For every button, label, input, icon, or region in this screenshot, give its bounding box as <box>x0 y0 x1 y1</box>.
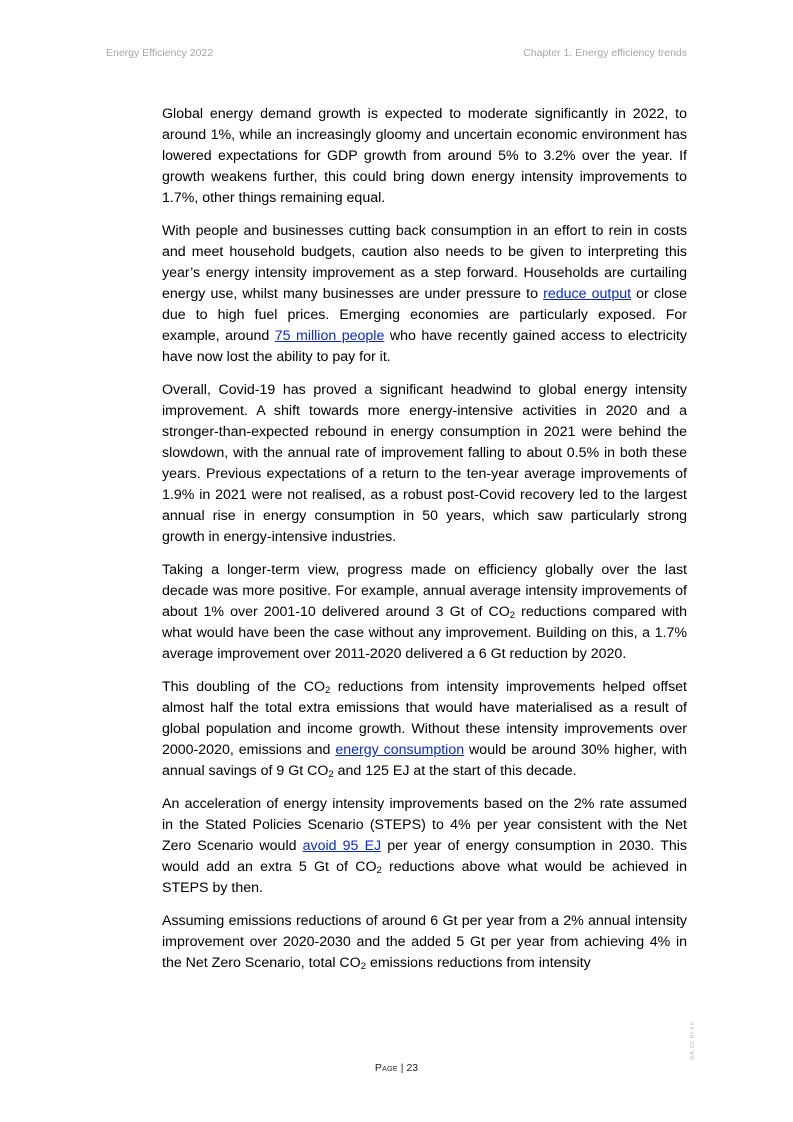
paragraph-1: Global energy demand growth is expected to moderate significantly in 2022, to around 1%, while an increasingly gloomy and uncertain economic environment has lowered expectations for GDP growth from around 5% to 3.2% over the year. If growth weakens further, this could bring down energy intensity improvements to 1.7%, other things remaining equal. <box>162 106 687 206</box>
paragraph-7 <box>162 911 687 974</box>
reduce-output-link[interactable]: reduce output <box>543 286 632 302</box>
page-number: 23 <box>406 1062 419 1074</box>
paragraph-2-text-a: With people and businesses cutting back consumption in an effort to rein in costs and meet household budgets, caution also needs to be given to interpreting this year’s energy intensity improvement as a step forward. Households are curtailing energy use, whilst many businesses are under pressure to <box>162 223 687 302</box>
co2-subscript: 2 <box>376 865 382 876</box>
paragraph-2-text-b: or close due to high fuel prices. Emerging economies are particularly exposed. For example, around <box>162 286 687 344</box>
page-footer <box>0 1062 793 1074</box>
co2-subscript: 2 <box>328 769 334 780</box>
paragraph-4-text-a: Taking a longer-term view, progress made on efficiency globally over the last decade was more positive. For example, annual average intensity improvements of about 1% over 2001-10 delivered around 3 Gt of CO <box>162 562 687 620</box>
avoid-95-ej-link[interactable]: avoid 95 EJ <box>302 838 382 854</box>
paragraph-3: Overall, Covid-19 has proved a significant headwind to global energy intensity improvement. A shift towards more energy-intensive activities in 2020 and a stronger-than-expected rebound in energy consumption in 2021 were behind the slowdown, with the annual rate of improvement falling to about 0.5% in both these years. Previous expectations of a return to the ten-year average improvements of 1.9% in 2021 were not realised, as a robust post-Covid recovery led to the largest annual rise in energy consumption in 50 years, which saw particularly strong growth in energy-intensive industries. <box>162 382 687 545</box>
energy-consumption-link[interactable]: energy consumption <box>335 742 465 758</box>
paragraph-4 <box>162 560 687 665</box>
paragraph-5-text-d: and 125 EJ at the start of this decade. <box>333 763 577 779</box>
page-label: Page <box>374 1062 398 1074</box>
paragraph-7-text-a: Assuming emissions reductions of around 6 Gt per year from a 2% annual intensity improvement over 2020-2030 and the added 5 Gt per year from achieving 4% in the Net Zero Scenario, total CO <box>162 913 687 971</box>
co2-subscript: 2 <box>325 685 331 696</box>
paragraph-6-text-c: reductions above what would be achieved in STEPS by then. <box>162 859 688 896</box>
paragraph-2-text-c: who have recently gained access to electricity have now lost the ability to pay for it. <box>162 328 688 365</box>
paragraph-5 <box>162 677 687 782</box>
running-header-chapter: Chapter 1. Energy efficiency trends <box>523 47 687 59</box>
co2-subscript: 2 <box>360 961 367 972</box>
paragraph-6-text-a: An acceleration of energy intensity improvements based on the 2% rate assumed in the Stated Policies Scenario (STEPS) to 4% per year consistent with the Net Zero Scenario would <box>162 796 687 854</box>
75-million-people-link[interactable]: 75 million people <box>274 328 385 344</box>
running-header-title: Energy Efficiency 2022 <box>106 47 214 59</box>
paragraph-4-text-b: reductions compared with what would have been the case without any improvement. Building on this, a 1.7% average improvement over 2011-2020 delivered a 6 Gt reduction by 2020. <box>162 604 687 662</box>
paragraph-5-text-a: This doubling of the CO <box>162 679 326 695</box>
paragraph-6 <box>162 794 687 899</box>
paragraph-7-text-b: emissions reductions from intensity <box>366 955 591 971</box>
paragraph-6-text-b: per year of energy consumption in 2030. This would add an extra 5 Gt of CO <box>162 838 688 875</box>
paragraph-2 <box>162 221 687 368</box>
paragraph-5-text-b: reductions from intensity improvements helped offset almost half the total extra emissions that would have materialised as a result of global population and income growth. Without these intensity improvements over 2000-2020, emissions and <box>162 679 687 758</box>
license-notice: IEA. CC BY 4.0. <box>690 1020 696 1060</box>
paragraph-5-text-c: would be around 30% higher, with annual savings of 9 Gt CO <box>162 742 687 779</box>
page-separator: | <box>397 1062 407 1074</box>
body-text <box>162 104 687 986</box>
co2-subscript: 2 <box>509 610 516 621</box>
